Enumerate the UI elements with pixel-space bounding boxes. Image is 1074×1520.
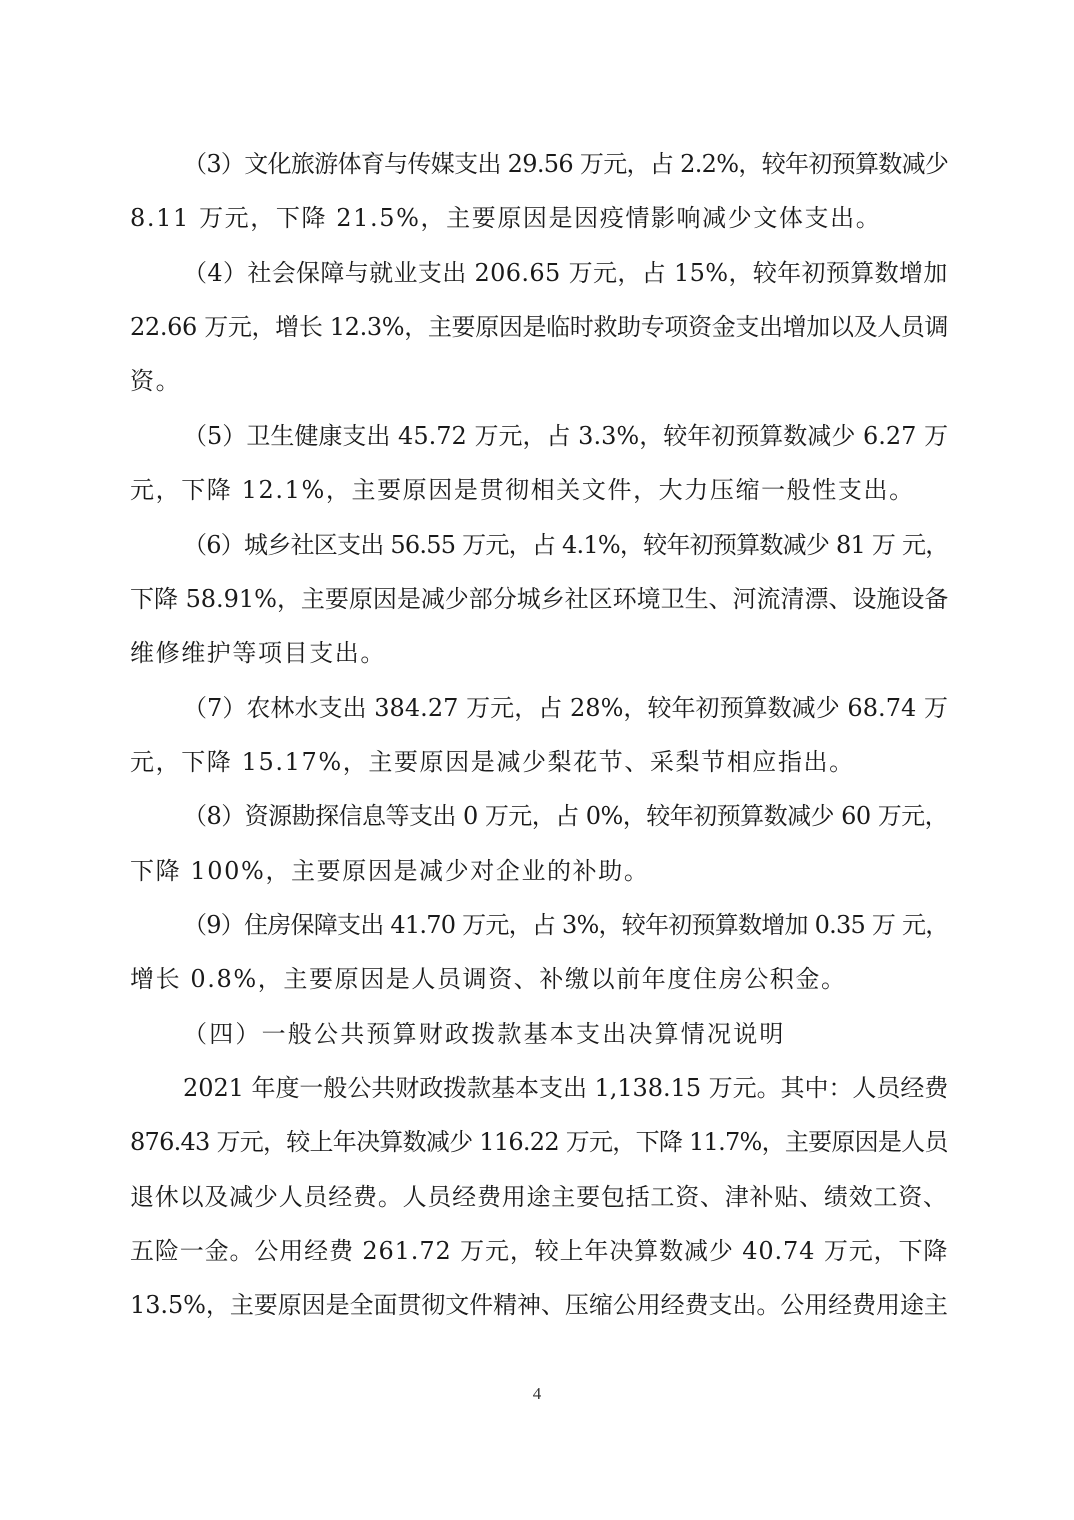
- text-line: 元，下降 15.17%，主要原因是减少梨花节、采梨节相应指出。: [130, 748, 855, 776]
- text-line: 增长 0.8%，主要原因是人员调资、补缴以前年度住房公积金。: [130, 965, 847, 993]
- text-line: （3）文化旅游体育与传媒支出 29.56 万元，占 2.2%，较年初预算数减少: [183, 150, 949, 178]
- page-number: 4: [532, 1384, 542, 1403]
- text-line: 下降 58.91%，主要原因是减少部分城乡社区环境卫生、河流清漂、设施设备: [130, 585, 949, 613]
- text-line: 2021 年度一般公共财政拨款基本支出 1,138.15 万元。其中：人员经费: [183, 1074, 949, 1102]
- text-line: 8.11 万元，下降 21.5%，主要原因是因疫情影响减少文体支出。: [130, 204, 882, 232]
- text-line: （4）社会保障与就业支出 206.65 万元，占 15%，较年初预算数增加: [183, 259, 948, 287]
- text-line: （5）卫生健康支出 45.72 万元，占 3.3%，较年初预算数减少 6.27 万: [183, 422, 949, 450]
- text-line: 22.66 万元，增长 12.3%，主要原因是临时救助专项资金支出增加以及人员调: [130, 313, 949, 341]
- text-line: 维修维护等项目支出。: [130, 639, 386, 667]
- text-line: （9）住房保障支出 41.70 万元，占 3%，较年初预算数增加 0.35 万 元，: [183, 911, 949, 939]
- text-line: （6）城乡社区支出 56.55 万元，占 4.1%，较年初预算数减少 81 万 元，: [183, 531, 949, 559]
- text-line: 五险一金。公用经费 261.72 万元，较上年决算数减少 40.74 万元，下降: [130, 1237, 949, 1265]
- text-line: 退休以及减少人员经费。人员经费用途主要包括工资、津补贴、绩效工资、: [130, 1183, 948, 1211]
- section-heading: （四）一般公共预算财政拨款基本支出决算情况说明: [183, 1020, 786, 1048]
- text-line: 元，下降 12.1%，主要原因是贯彻相关文件，大力压缩一般性支出。: [130, 476, 915, 504]
- text-line: 13.5%，主要原因是全面贯彻文件精神、压缩公用经费支出。公用经费用途主: [130, 1291, 948, 1319]
- text-line: 下降 100%，主要原因是减少对企业的补助。: [130, 857, 650, 885]
- text-line: 资。: [130, 367, 182, 395]
- text-line: （8）资源勘探信息等支出 0 万元，占 0%，较年初预算数减少 60 万元，: [183, 802, 949, 830]
- text-line: （7）农林水支出 384.27 万元，占 28%，较年初预算数减少 68.74 万: [183, 694, 949, 722]
- text-line: 876.43 万元，较上年决算数减少 116.22 万元，下降 11.7%，主要原因是人员: [130, 1128, 948, 1156]
